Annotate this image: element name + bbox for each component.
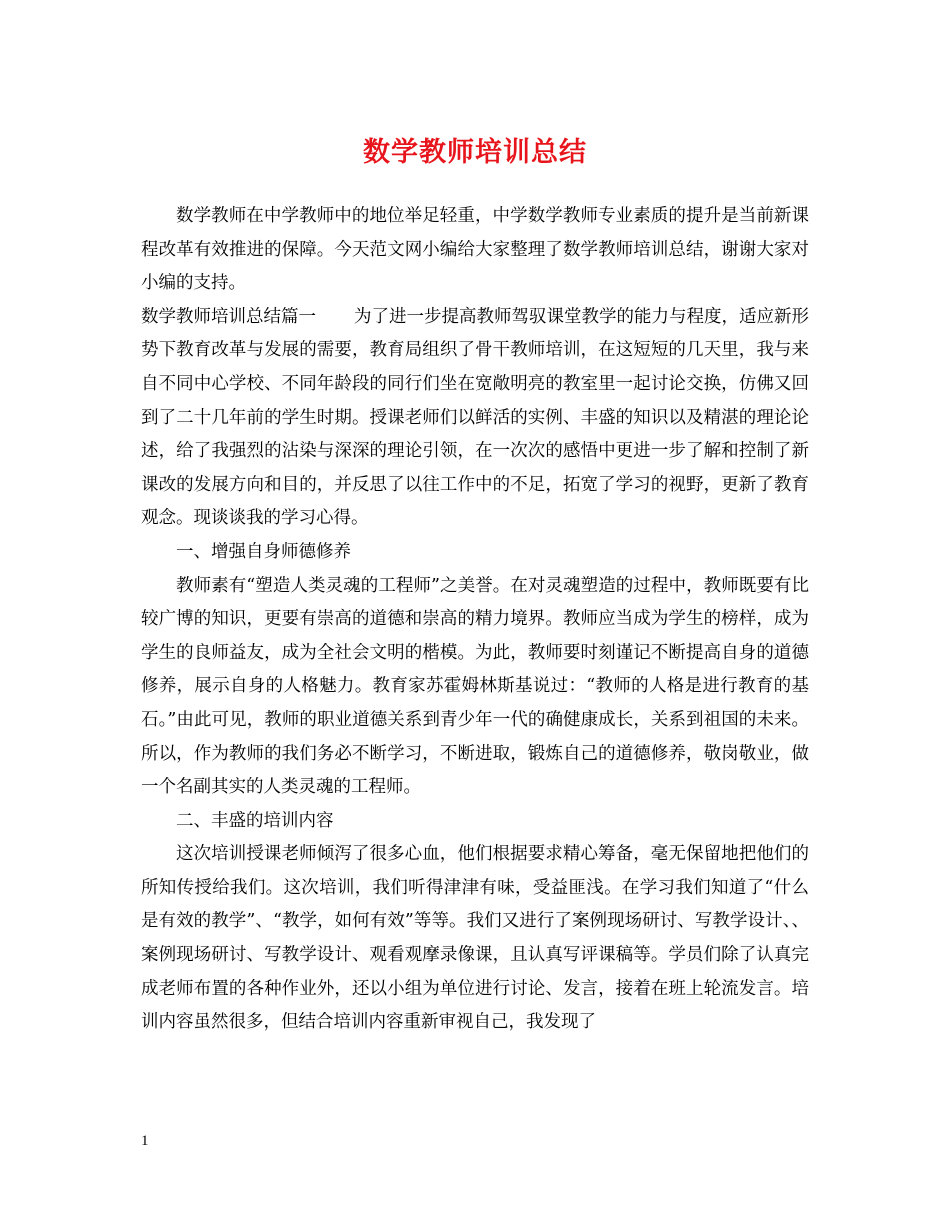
page-number: 1 — [141, 1133, 149, 1149]
heading-1: 一、增强自身师德修养 — [176, 541, 351, 562]
section-text: 为了进一步提高教师驾驭课堂教学的能力与程度，适应新形势下教育改革与发展的需要，教育局组织了骨干教师培训，在这短短的几天里，我与来自不同中心学校、不同年龄段的同行们坐在宽敞明亮的教室里一起讨论交换，仿佛又回到了二十几年前的学生时期。授课老师们以鲜活的实例、丰盛的知识以及精湛的理论论述，给了我强烈的沾染与深深的理论引领，在一次次的感悟中更进一步了解和控制了新课改的发展方向和目的，并反思了以往工作中的不足，拓宽了学习的视野，更新了教育观念。现谈谈我的学习心得。 — [141, 306, 809, 529]
paragraph-2: 这次培训授课老师倾泻了很多心血，他们根据要求精心筹备，毫无保留地把他们的所知传授给我们。这次培训，我们听得津津有味，受益匪浅。在学习我们知道了“什么是有效的教学”、“教学，如何有效”等等。我们又进行了案例现场研讨、写教学设计、、案例现场研讨、写教学设计、观看观摩录像课，且认真写评课稿等。学员们除了认真完成老师布置的各种作业外，还以小组为单位进行讨论、发言，接着在班上轮流发言。培训内容虽然很多，但结合培训内容重新审视自己，我发现了 — [141, 844, 809, 1033]
intro-paragraph: 数学教师在中学教师中的地位举足轻重，中学数学教师专业素质的提升是当前新课程改革有效推进的保障。今天范文网小编给大家整理了数学教师培训总结，谢谢大家对小编的支持。 — [141, 206, 809, 294]
section-paragraph — [141, 301, 809, 536]
document-body — [141, 200, 809, 1040]
heading-2: 二、丰盛的培训内容 — [176, 810, 334, 831]
document-title: 数学教师培训总结 — [363, 137, 587, 168]
paragraph-1: 教师素有“塑造人类灵魂的工程师”之美誉。在对灵魂塑造的过程中，教师既要有比较广博的知识，更要有崇高的道德和崇高的精力境界。教师应当成为学生的榜样，成为学生的良师益友，成为全社会文明的楷模。为此，教师要时刻谨记不断提高自身的道德修养，展示自身的人格魅力。教育家苏霍姆林斯基说过：“教师的人格是进行教育的基石。”由此可见，教师的职业道德关系到青少年一代的确健康成长，关系到祖国的未来。所以，作为教师的我们务必不断学习，不断进取，锻炼自己的道德修养，敬岗敬业，做一个名副其实的人类灵魂的工程师。 — [141, 575, 809, 798]
section-label: 数学教师培训总结篇一 — [141, 306, 316, 327]
